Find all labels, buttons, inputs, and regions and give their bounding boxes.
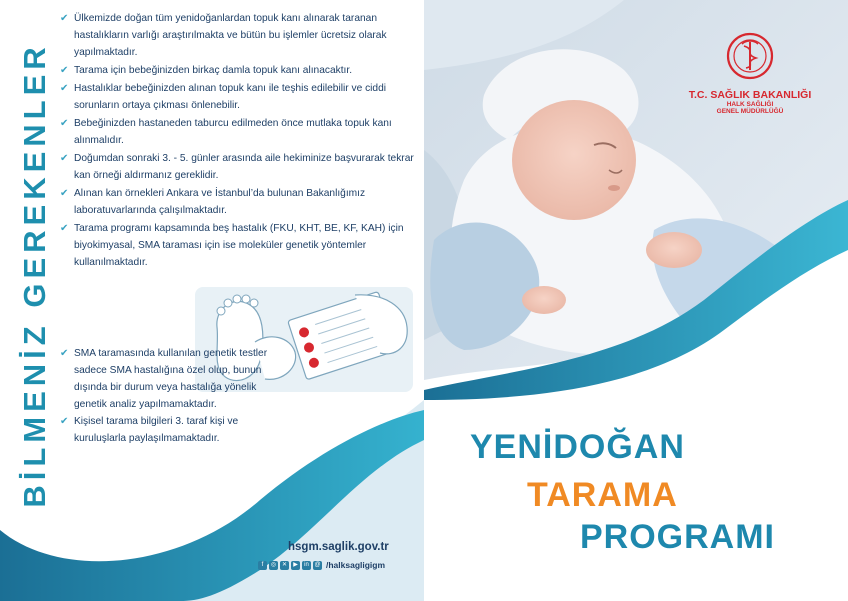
website-link[interactable]: hsgm.saglik.gov.tr — [288, 541, 389, 553]
social-handle[interactable]: /halksagligigm — [326, 560, 386, 570]
list-item: ✔ Tarama için bebeğinizden birkaç damla topuk kanı alınacaktır. — [60, 62, 420, 79]
list-item: ✔ SMA taramasında kullanılan genetik testler sadece SMA hastalığına özel olup, bunun dışında bir durum veya hastalığa yönelik genetik analiz yapılmamaktadır. — [60, 345, 270, 413]
check-icon: ✔ — [60, 416, 69, 427]
check-icon: ✔ — [60, 65, 69, 76]
facebook-icon[interactable]: f — [258, 561, 267, 570]
list-item: ✔ Alınan kan örnekleri Ankara ve İstanbul’da bulunan Bakanlığımız laboratuvarlarında çalışılmaktadır. — [60, 185, 420, 219]
instagram-icon[interactable]: ◎ — [270, 562, 277, 568]
list-item: ✔ Doğumdan sonraki 3. - 5. günler arasında aile hekiminize başvurarak tekrar kan örneği aldırmanız gereklidir. — [60, 150, 420, 184]
check-icon: ✔ — [60, 118, 69, 129]
list-item: ✔ Hastalıklar bebeğinizden alınan topuk kanı ile teşhis edilebilir ve ciddi sorunların ortaya çıkması önlenebilir. — [60, 80, 420, 114]
info-list-top — [60, 10, 420, 272]
logo-line3: GENEL MÜDÜRLÜĞÜ — [716, 108, 784, 115]
title-line-3: PROGRAMI — [580, 518, 775, 556]
youtube-icon[interactable]: ▶ — [291, 561, 300, 570]
info-list-bottom — [60, 345, 270, 447]
logo-line2: HALK SAĞLIĞI — [726, 101, 774, 108]
right-panel — [424, 0, 848, 601]
linkedin-icon[interactable]: in — [302, 561, 311, 570]
check-icon: ✔ — [60, 348, 69, 359]
check-icon: ✔ — [60, 153, 69, 164]
title-line-1: YENİDOĞAN — [470, 428, 685, 466]
ministry-emblem-icon — [686, 30, 814, 86]
list-item: ✔ Bebeğinizden hastaneden taburcu edilmeden önce mutlaka topuk kanı alınmalıdır. — [60, 115, 420, 149]
list-item: ✔ Ülkemizde doğan tüm yenidoğanlardan topuk kanı alınarak taranan hastalıkların varlığı araştırılmakta ve bütün bu işlemler ücretsiz olarak yapılmaktadır. — [60, 10, 420, 61]
check-icon: ✔ — [60, 83, 69, 94]
x-icon[interactable]: ✕ — [281, 562, 288, 568]
check-icon: ✔ — [60, 188, 69, 199]
threads-icon[interactable]: @ — [314, 562, 321, 568]
title-line-2: TARAMA — [527, 476, 678, 514]
logo-line1: T.C. SAĞLIK BAKANLIĞI — [688, 89, 812, 101]
side-title-text: BİLMENİZ GEREKENLER — [17, 42, 52, 508]
ministry-logo — [686, 30, 814, 120]
social-media-row — [258, 560, 385, 570]
check-icon: ✔ — [60, 13, 69, 24]
list-item: ✔ Tarama programı kapsamında beş hastalık (FKU, KHT, BE, KF, KAH) için biyokimyasal, SMA taraması için ise moleküler genetik yöntemler kullanılmaktadır. — [60, 220, 420, 271]
check-icon: ✔ — [60, 223, 69, 234]
list-item: ✔ Kişisel tarama bilgileri 3. taraf kişi ve kuruluşlarla paylaşılmamaktadır. — [60, 413, 270, 447]
